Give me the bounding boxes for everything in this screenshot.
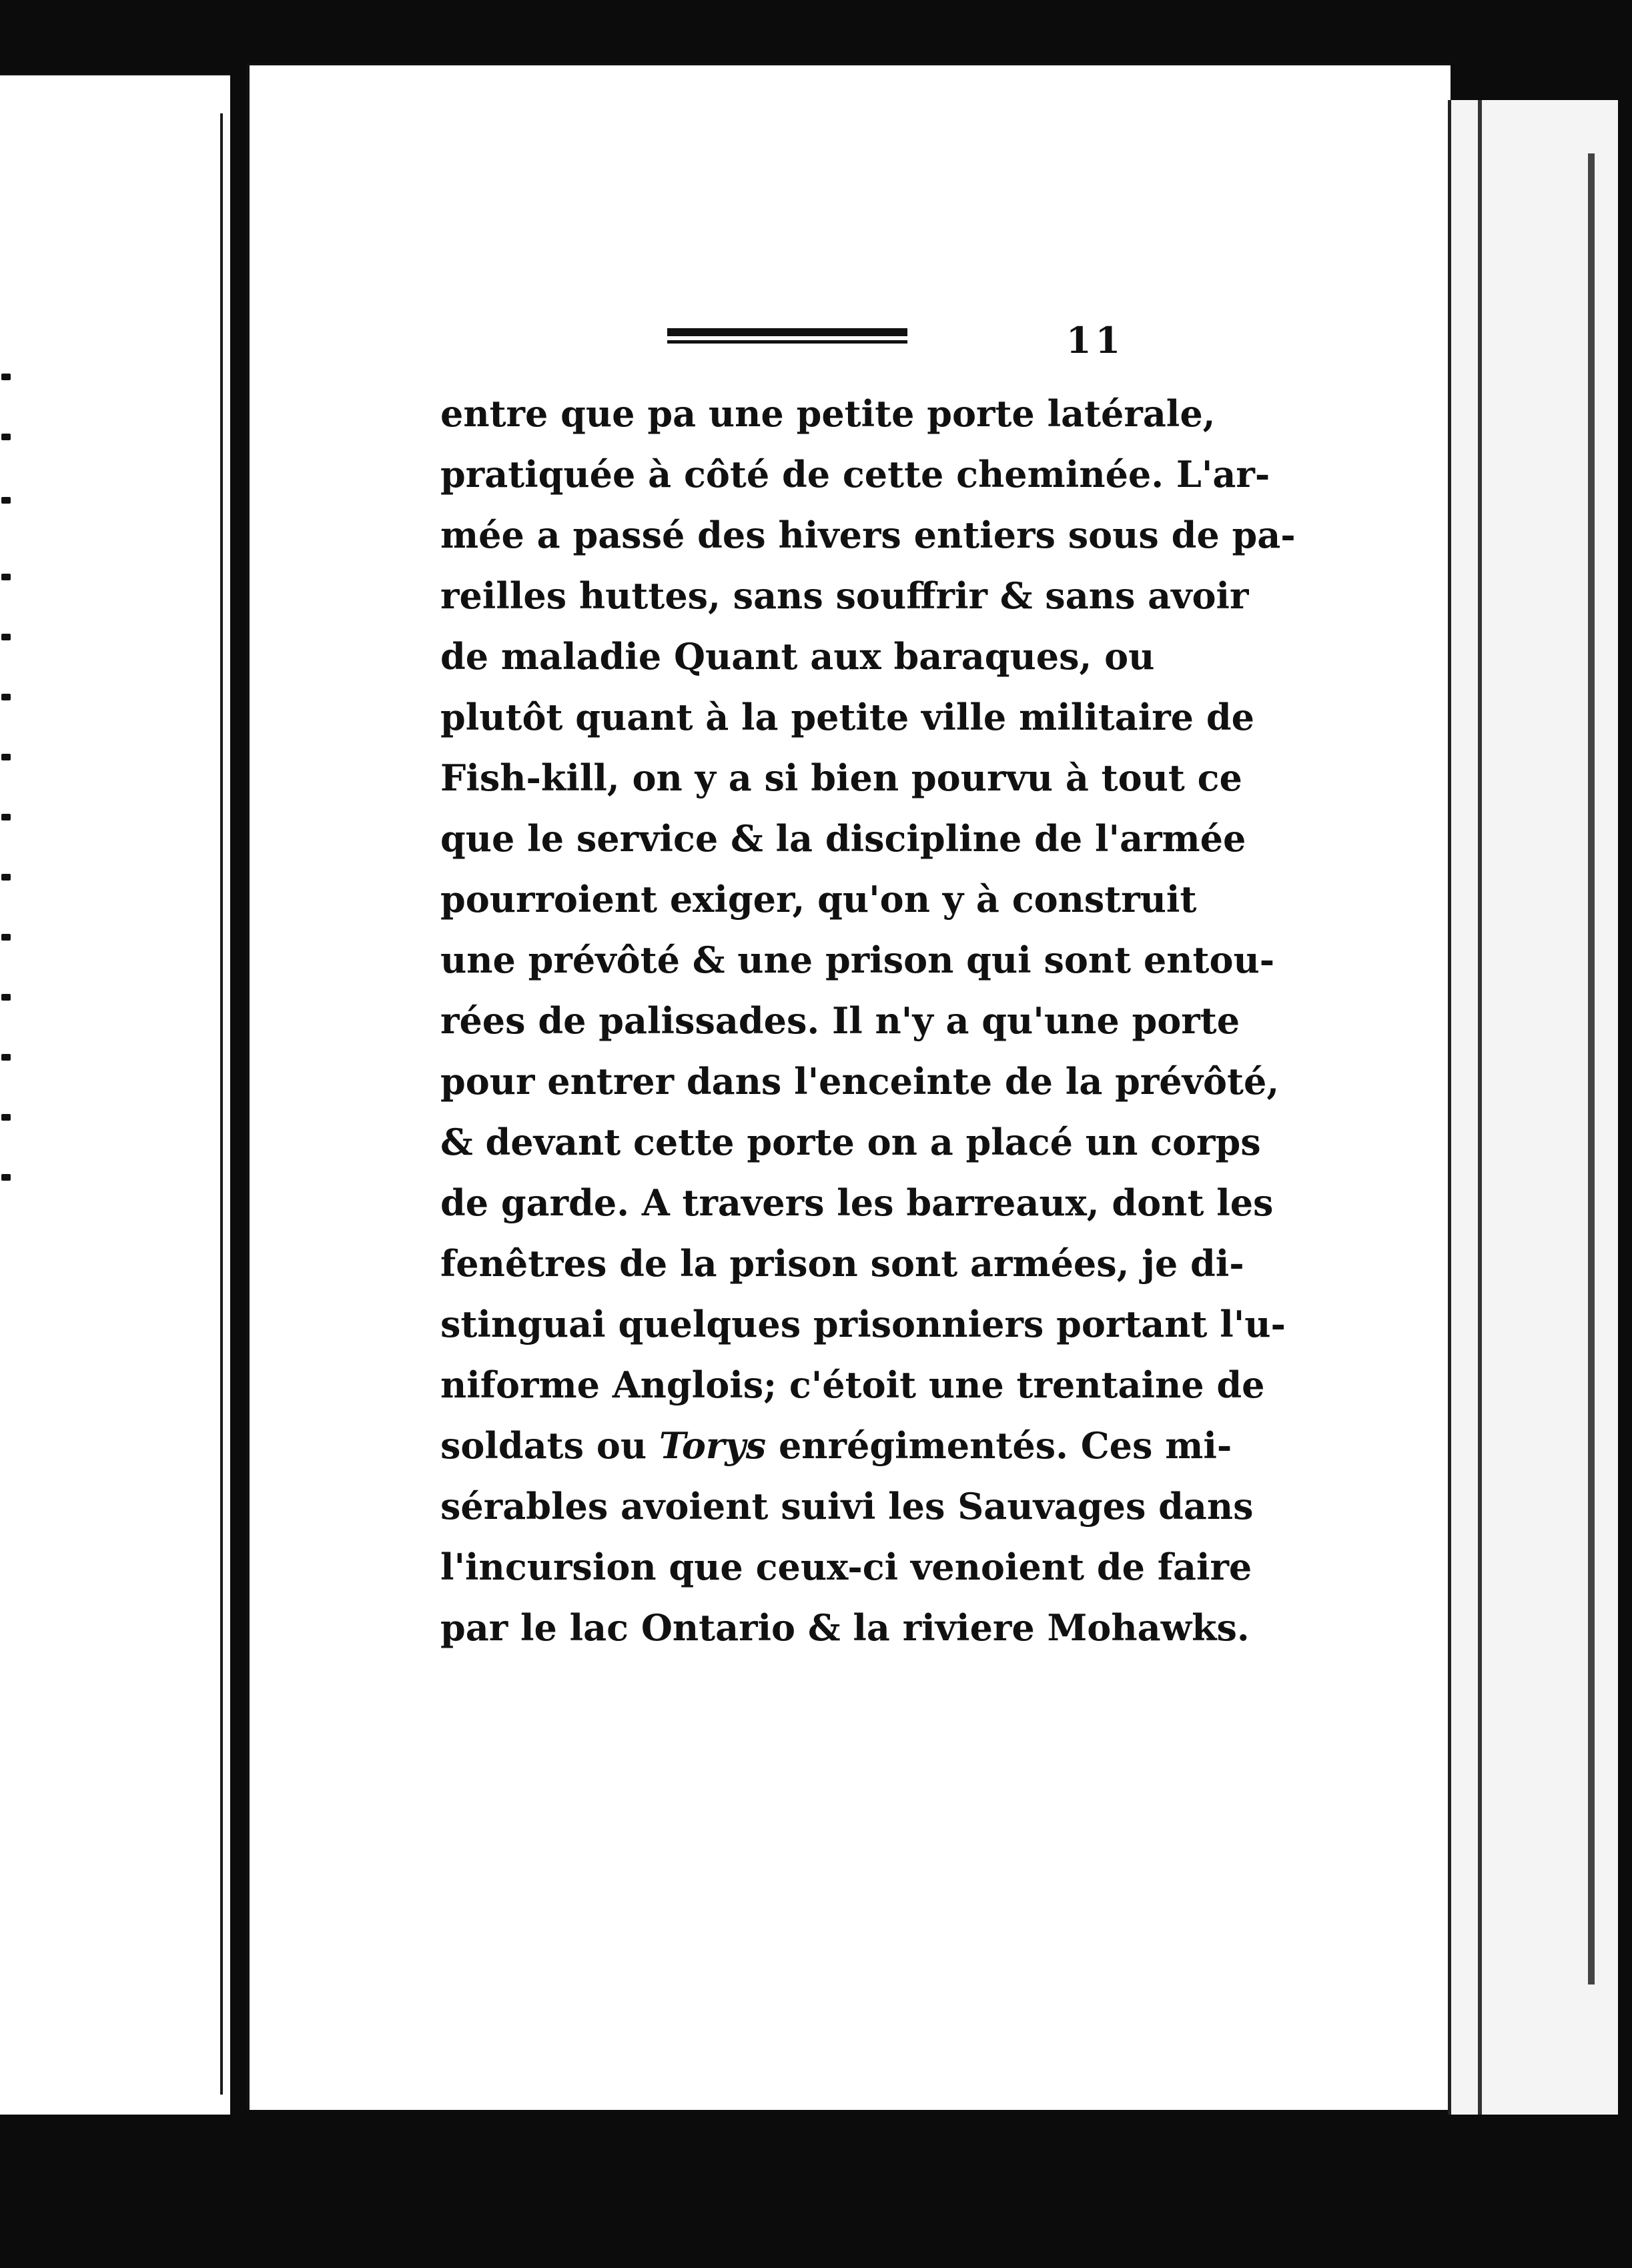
text-line: de garde. A travers les barreaux, dont les (440, 1181, 1274, 1224)
previous-page-strip (0, 73, 230, 2117)
text-line: par le lac Ontario & la riviere Mohawks. (440, 1606, 1250, 1649)
scan-bottom-band (0, 2115, 1632, 2268)
text-line-with-italic (440, 1415, 1232, 1476)
text-line: plutôt quant à la petite ville militaire de (440, 696, 1254, 738)
text-line: l'incursion que ceux-ci venoient de faire (440, 1546, 1252, 1588)
text-line: fenêtres de la prison sont armées, je di- (440, 1242, 1244, 1285)
body-text (440, 384, 1296, 1658)
text-line: rées de palissades. Il n'y a qu'une porte (440, 999, 1240, 1042)
text-line: reilles huttes, sans souffrir & sans avoir (440, 574, 1249, 617)
page-number: 11 (1066, 319, 1125, 362)
text-line: pourroient exiger, qu'on y à construit (440, 878, 1197, 921)
previous-page-text-fragments (0, 374, 27, 1241)
text-segment: soldats ou (440, 1424, 659, 1467)
text-line: Fish-kill, on y a si bien pourvu à tout ce (440, 756, 1242, 799)
text-line: pratiquée à côté de cette cheminée. L'ar- (440, 453, 1270, 496)
text-line: stinguai quelques prisonniers portant l'u- (440, 1303, 1286, 1345)
text-line: une prévôté & une prison qui sont entou- (440, 939, 1275, 981)
header-ornament-rule (667, 320, 907, 348)
text-line: & devant cette porte on a placé un corps (440, 1121, 1261, 1163)
text-line: niforme Anglois; c'étoit une trentaine de (440, 1363, 1265, 1406)
text-line: entre que pa une petite porte latérale, (440, 392, 1216, 435)
italic-word: Torys (659, 1424, 767, 1467)
text-segment: enrégimentés. Ces mi- (766, 1424, 1232, 1467)
text-line: que le service & la discipline de l'armée (440, 817, 1246, 860)
previous-page-edge (220, 113, 223, 2095)
page-curl-edge (1448, 100, 1618, 2135)
text-line: mée a passé des hivers entiers sous de pa- (440, 514, 1296, 556)
text-line: de maladie Quant aux baraques, ou (440, 635, 1155, 678)
text-line: sérables avoient suivi les Sauvages dans (440, 1485, 1254, 1528)
text-line: pour entrer dans l'enceinte de la prévôté, (440, 1060, 1280, 1103)
